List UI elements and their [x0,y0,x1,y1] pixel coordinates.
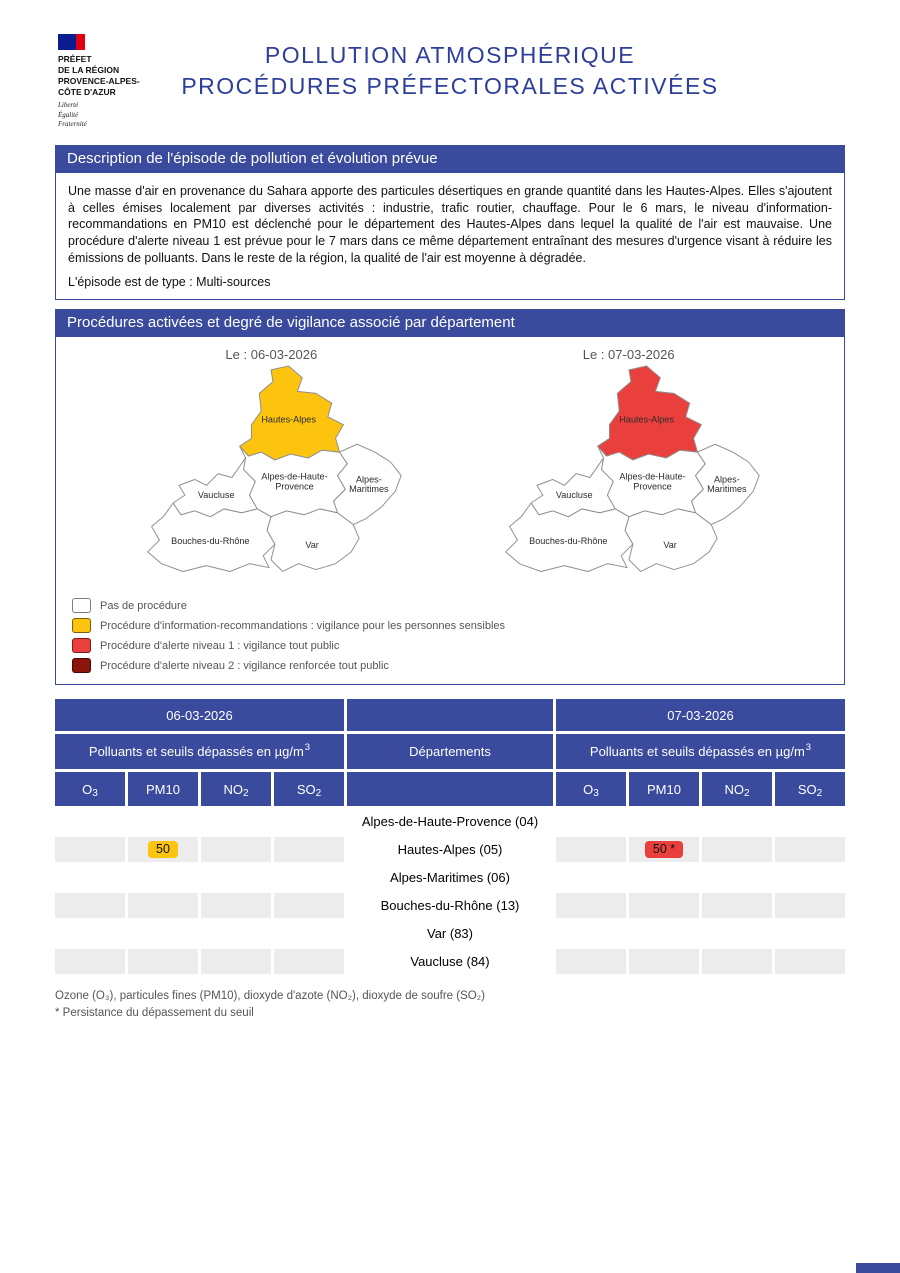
left-unit-superscript: 3 [304,742,311,754]
pollutant-subscript: 2 [816,787,823,799]
right-value-no2 [702,893,772,918]
right-col-header-so2 [775,772,845,806]
pollutant-subscript: 3 [593,787,599,799]
left-value-so2 [274,893,344,918]
middle-header-spacer-2 [347,772,553,806]
left-value-pm10 [128,809,198,834]
dept-hautes-alpes [597,366,701,460]
dept-hautes-alpes [240,366,344,460]
left-col-header-o3 [55,772,125,806]
left-value-pm10 [128,893,198,918]
right-value-no2 [702,809,772,834]
left-pollutants-header [55,734,344,769]
right-date-header: 07-03-2026 [556,699,845,731]
department-name-cell: Alpes-Maritimes (06) [390,870,510,886]
legend-swatch-information [72,618,91,633]
motto-line-1: Liberté [58,101,79,110]
map-date-label-2: Le : 07-03-2026 [582,347,675,363]
right-value-o3 [556,809,626,834]
description-section-heading: Description de l'épisode de pollution et évolution prévue [55,145,845,172]
pollutant-symbol: SO [797,781,817,797]
maps-row [64,347,836,594]
right-value-so2 [775,921,845,946]
right-value-o3 [556,865,626,890]
left-value-o3 [55,837,125,862]
french-flag-icon [58,34,85,50]
map-label-adhp-1: Alpes-de-Haute- [619,471,686,482]
map-label-bouches-du-rhone: Bouches-du-Rhône [171,536,250,547]
right-value-no2 [702,865,772,890]
map-day-2 [479,347,779,594]
right-unit-superscript: 3 [805,742,812,754]
pollutant-subscript: 2 [743,787,750,799]
map-label-am-2: Maritimes [349,484,389,495]
right-value-pm10 [629,893,699,918]
pollutant-symbol: O [82,781,93,797]
legend-item-alert-1 [72,638,836,653]
map-label-hautes-alpes: Hautes-Alpes [618,414,674,425]
pollutant-subscript: 3 [92,787,98,799]
legend-label-none: Pas de procédure [100,599,187,612]
map-label-am-1: Alpes- [356,474,383,485]
left-col-header-pm10 [128,772,198,806]
right-value-so2 [775,865,845,890]
region-map-day-2 [479,364,779,594]
left-value-so2 [274,949,344,974]
right-value-so2 [775,893,845,918]
right-col-header-o3 [556,772,626,806]
flag-blue-stripe [58,34,76,50]
logo-line-2: DE LA RÉGION [58,65,120,76]
departments-header: Départements [347,734,553,769]
left-value-no2 [201,893,271,918]
right-value-so2 [775,809,845,834]
left-value-so2 [274,809,344,834]
map-label-adhp-2: Provence [632,481,672,492]
legend-item-none [72,598,836,613]
threshold-badge: 50 [148,841,178,858]
right-value-o3 [556,921,626,946]
flag-red-stripe [76,34,85,50]
left-date-header: 06-03-2026 [55,699,344,731]
right-value-pm10 [629,837,699,862]
map-label-hautes-alpes: Hautes-Alpes [261,414,317,425]
map-label-vaucluse: Vaucluse [555,490,593,501]
map-label-am-2: Maritimes [706,484,747,495]
department-name-cell: Bouches-du-Rhône (13) [380,898,520,914]
logo-line-3: PROVENCE-ALPES- [58,76,140,87]
logo-line-1: PRÉFET [58,54,92,64]
left-value-pm10 [128,865,198,890]
legend-label-alert-1: Procédure d'alerte niveau 1 : vigilance tout public [100,639,340,652]
legend-swatch-alert-1 [72,638,91,653]
left-pollutants-header-text: Polluants et seuils dépassés en µg/m [88,744,304,760]
right-value-pm10 [629,949,699,974]
procedures-box [55,336,845,685]
map-day-1 [121,347,421,594]
procedures-table [55,699,845,974]
left-col-header-so2 [274,772,344,806]
prefecture-logo [58,34,140,130]
left-value-no2 [201,837,271,862]
region-map-day-1 [121,364,421,594]
page-title [55,30,845,102]
department-name-cell: Var (83) [427,926,473,942]
right-value-o3 [556,893,626,918]
right-value-pm10 [629,921,699,946]
map-label-vaucluse: Vaucluse [198,490,235,501]
map-date-label-1: Le : 06-03-2026 [225,347,318,363]
pollutant-symbol: PM10 [647,781,681,797]
right-value-no2 [702,837,772,862]
left-value-o3 [55,949,125,974]
procedures-section-heading: Procédures activées et degré de vigilance associé par département [55,309,845,336]
pollutant-symbol: NO [724,781,744,797]
right-value-so2 [775,837,845,862]
pollutant-subscript: 2 [315,787,322,799]
right-pollutants-header [556,734,845,769]
left-value-o3 [55,809,125,834]
right-value-no2 [702,949,772,974]
legend-item-information [72,618,836,633]
episode-type-text: L'épisode est de type : Multi-sources [68,275,271,290]
left-value-so2 [274,865,344,890]
left-value-so2 [274,837,344,862]
left-value-pm10 [128,949,198,974]
left-value-o3 [55,893,125,918]
map-label-am-1: Alpes- [713,474,740,485]
footnote-persistence: * Persistance du dépassement du seuil [55,1007,254,1020]
map-label-var: Var [663,540,677,551]
right-value-pm10 [629,865,699,890]
left-value-no2 [201,865,271,890]
left-value-no2 [201,921,271,946]
pollutant-subscript: 2 [242,787,249,799]
footnote-pollutants: Ozone (O₃), particules fines (PM10), dioxyde d'azote (NO₂), dioxyde de soufre (SO₂) [55,990,485,1003]
map-label-bouches-du-rhone: Bouches-du-Rhône [528,536,608,547]
pollutant-symbol: O [583,781,594,797]
pollutant-symbol: SO [296,781,316,797]
right-pollutants-header-text: Polluants et seuils dépassés en µg/m [589,744,805,760]
map-label-adhp-1: Alpes-de-Haute- [261,471,328,482]
page-title-line-1: POLLUTION ATMOSPHÉRIQUE [264,42,636,68]
legend [72,598,836,673]
right-value-no2 [702,921,772,946]
legend-swatch-alert-2 [72,658,91,673]
map-label-adhp-2: Provence [275,481,315,492]
right-value-o3 [556,949,626,974]
department-name-cell: Hautes-Alpes (05) [397,842,503,858]
legend-label-alert-2: Procédure d'alerte niveau 2 : vigilance renforcée tout public [100,659,389,672]
left-value-pm10 [128,921,198,946]
map-label-var: Var [305,540,320,551]
right-value-o3 [556,837,626,862]
left-value-no2 [201,949,271,974]
right-value-so2 [775,949,845,974]
left-value-so2 [274,921,344,946]
header [55,30,845,136]
pollutant-symbol: PM10 [146,781,180,797]
legend-item-alert-2 [72,658,836,673]
left-value-o3 [55,865,125,890]
left-value-no2 [201,809,271,834]
middle-header-spacer-1 [347,699,553,731]
right-col-header-pm10 [629,772,699,806]
right-col-header-no2 [702,772,772,806]
left-value-o3 [55,921,125,946]
department-name-cell: Alpes-de-Haute-Provence (04) [361,814,539,830]
department-name-cell: Vaucluse (84) [410,954,490,970]
left-value-pm10 [128,837,198,862]
description-body: Une masse d'air en provenance du Sahara apporte des particules désertiques en grande quantité dans les Hautes-Alpes. Elles s'ajoutent à celles émises localement par diverses activités : industrie, trafic routier, chauffage. Pour le 6 mars, le niveau d'information-recommandations en PM10 est déclenché pour le département des Hautes-Alpes dans lequel la qualité de l'air est mauvaise. Une procédure d'alerte niveau 1 est prévue pour le 7 mars dans ce même département entraînant des mesures d'urgence visant à réduire les émissions de polluants. Dans le reste de la région, la qualité de l'air est moyenne à dégradée. [68,184,832,265]
motto-line-2: Égalité [58,110,79,119]
logo-line-4: CÔTE D'AZUR [58,87,116,98]
motto-line-3: Fraternité [58,120,87,129]
left-col-header-no2 [201,772,271,806]
logo-motto [58,101,140,129]
legend-label-information: Procédure d'information-recommandations : vigilance pour les personnes sensibles [100,619,506,632]
page-title-line-2: PROCÉDURES PRÉFECTORALES ACTIVÉES [181,73,719,100]
legend-swatch-none [72,598,91,613]
right-value-pm10 [629,809,699,834]
description-box [55,172,845,300]
pollutant-symbol: NO [223,781,243,797]
threshold-badge: 50 * [645,841,683,858]
footer-corner-mark [856,1263,900,1273]
